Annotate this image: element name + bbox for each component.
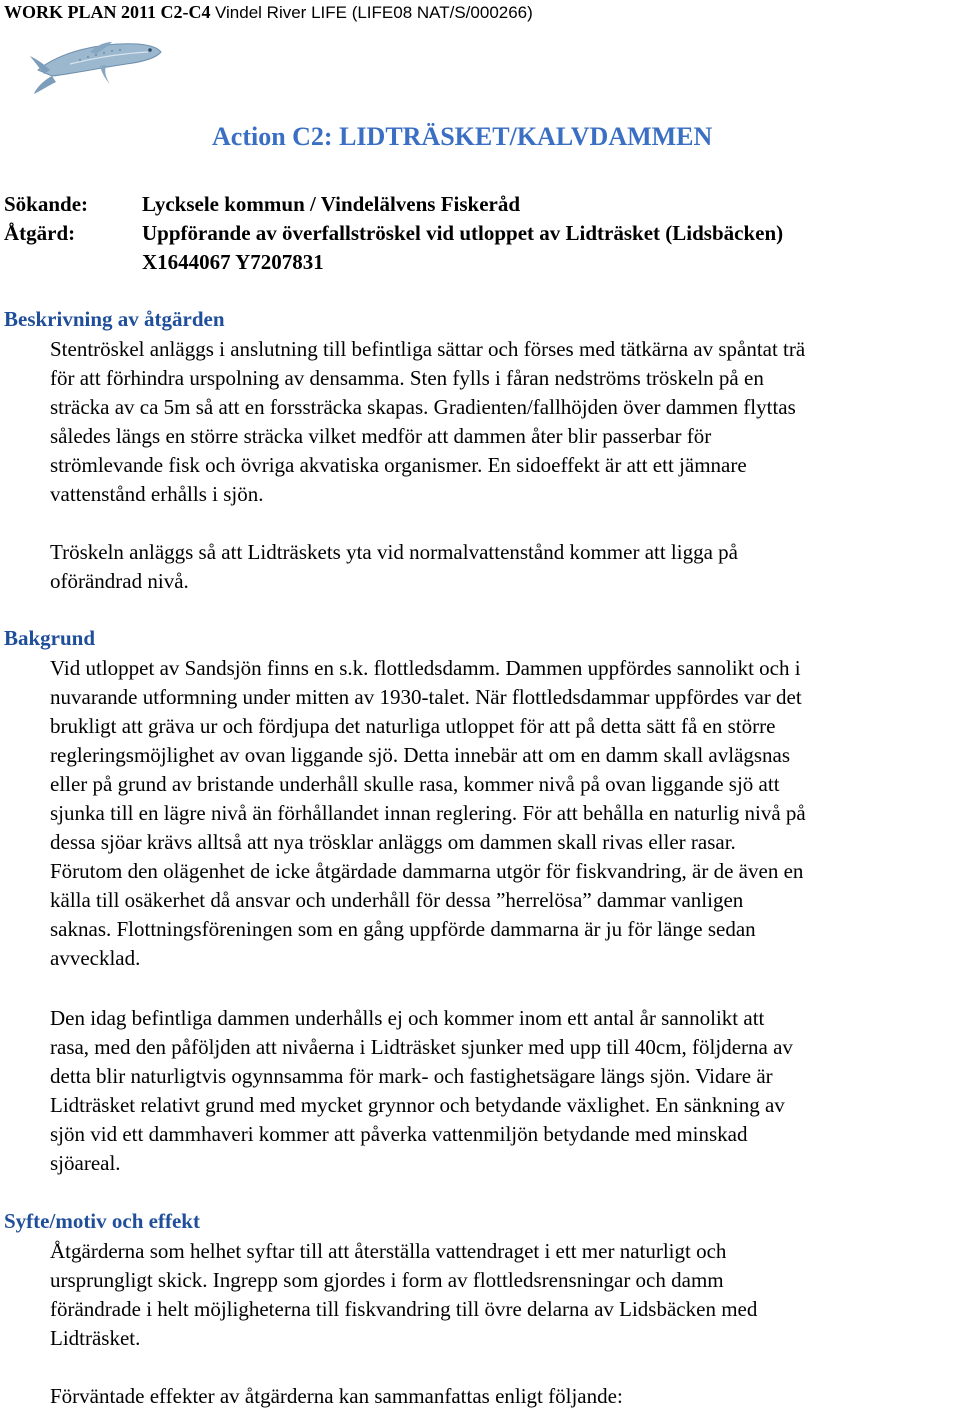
description-paragraph-1: [50, 335, 960, 509]
text-line: sträcka av ca 5m så att en forssträcka skapas. Gradienten/fallhöjden över dammen flyttas: [50, 395, 796, 419]
text-line: detta blir naturligtvis ogynnsamma för mark- och fastighetsägare längs sjön. Vidare är: [50, 1064, 773, 1088]
text-line: Lidträsket relativt grund med mycket grynnor och betydande växlighet. En sänkning av: [50, 1093, 785, 1117]
text-line: dessa sjöar krävs alltså att nya trösklar anläggs om dammen skall rivas eller rasar.: [50, 830, 736, 854]
text-line: strömlevande fisk och övriga akvatiska organismer. En sidoeffekt är att ett jämnare: [50, 453, 747, 477]
section-heading-description: Beskrivning av åtgärden: [4, 307, 225, 331]
text-line: Den idag befintliga dammen underhålls ej och kommer inom ett antal år sannolikt att: [50, 1006, 765, 1030]
section-heading-purpose: Syfte/motiv och effekt: [4, 1209, 200, 1233]
text-line: saknas. Flottningsföreningen som en gång uppförde dammarna är ju för länge sedan: [50, 917, 756, 941]
text-line: Åtgärderna som helhet syftar till att återställa vattendraget i ett mer naturligt och: [50, 1239, 727, 1263]
description-paragraph-2: [50, 538, 960, 596]
text-line: vattenstånd erhålls i sjön.: [50, 482, 264, 506]
header-project: Vindel River LIFE (LIFE08 NAT/S/000266): [215, 3, 533, 22]
purpose-paragraph-2: [50, 1382, 960, 1411]
text-line: avvecklad.: [50, 946, 141, 970]
measure-value: Uppförande av överfallströskel vid utloppet av Lidträsket (Lidsbäcken): [142, 221, 784, 245]
text-line: Lidträsket.: [50, 1326, 141, 1350]
text-line: rasa, med den påföljden att nivåerna i Lidträsket sjunker med upp till 40cm, följderna av: [50, 1035, 793, 1059]
text-line: Stentröskel anläggs i anslutning till befintliga sättar och förses med tätkärna av spåntat trä: [50, 337, 806, 361]
document-header: [4, 2, 533, 23]
section-heading-background: Bakgrund: [4, 626, 96, 650]
text-line: för att förhindra urspolning av densamma. Sten fylls i fåran nedströms tröskeln på en: [50, 366, 764, 390]
applicant-value: Lycksele kommun / Vindelälvens Fiskeråd: [142, 192, 521, 216]
text-line: eller på grund av bristande underhåll skulle rasa, kommer nivå på ovan liggande sjö att: [50, 772, 780, 796]
text-line: Förväntade effekter av åtgärderna kan sammanfattas enligt följande:: [50, 1384, 623, 1408]
text-line: sjön vid ett dammhaveri kommer att påverka vattenmiljön betydande med minskad: [50, 1122, 748, 1146]
background-paragraph-1: [50, 654, 960, 973]
measure-label: Åtgärd:: [4, 221, 76, 245]
salmon-fish-icon: [30, 30, 165, 102]
text-line: oförändrad nivå.: [50, 569, 189, 593]
text-line: brukligt att gräva ur och fördjupa det naturliga utloppet för att på detta sätt få en större: [50, 714, 776, 738]
text-line: ursprungligt skick. Ingrepp som gjordes i form av flottledsrensningar och damm: [50, 1268, 724, 1292]
text-line: således längs en större sträcka vilket medför att dammen åter blir passerbar för: [50, 424, 712, 448]
text-line: Förutom den olägenhet de icke åtgärdade dammarna utgör för fiskvandring, är de även en: [50, 859, 804, 883]
text-line: nuvarande utformning under mitten av 1930-talet. När flottledsdammar uppfördes var det: [50, 685, 802, 709]
text-line: regleringsmöjlighet av ovan liggande sjö. Detta innebär att om en damm skall avlägsnas: [50, 743, 791, 767]
text-line: sjöareal.: [50, 1151, 121, 1175]
text-line: Tröskeln anläggs så att Lidträskets yta vid normalvattenstånd kommer att ligga på: [50, 540, 738, 564]
text-line: källa till osäkerhet då ansvar och underhåll för dessa ”herrelösa” dammar vanligen: [50, 888, 744, 912]
text-line: förändrade i helt möjligheterna till fiskvandring till övre delarna av Lidsbäcken med: [50, 1297, 758, 1321]
coordinates: X1644067 Y7207831: [142, 250, 324, 274]
purpose-paragraph-1: [50, 1237, 960, 1353]
header-work-plan: WORK PLAN 2011 C2-C4: [4, 2, 211, 22]
text-line: Vid utloppet av Sandsjön finns en s.k. flottledsdamm. Dammen uppfördes sannolikt och i: [50, 656, 801, 680]
background-paragraph-2: [50, 1004, 960, 1178]
action-title: Action C2: LIDTRÄSKET/KALVDAMMEN: [212, 122, 713, 151]
applicant-label: Sökande:: [4, 192, 89, 216]
text-line: sjunka till en lägre nivå än förhållandet innan reglering. För att behålla en naturlig nivå på: [50, 801, 806, 825]
